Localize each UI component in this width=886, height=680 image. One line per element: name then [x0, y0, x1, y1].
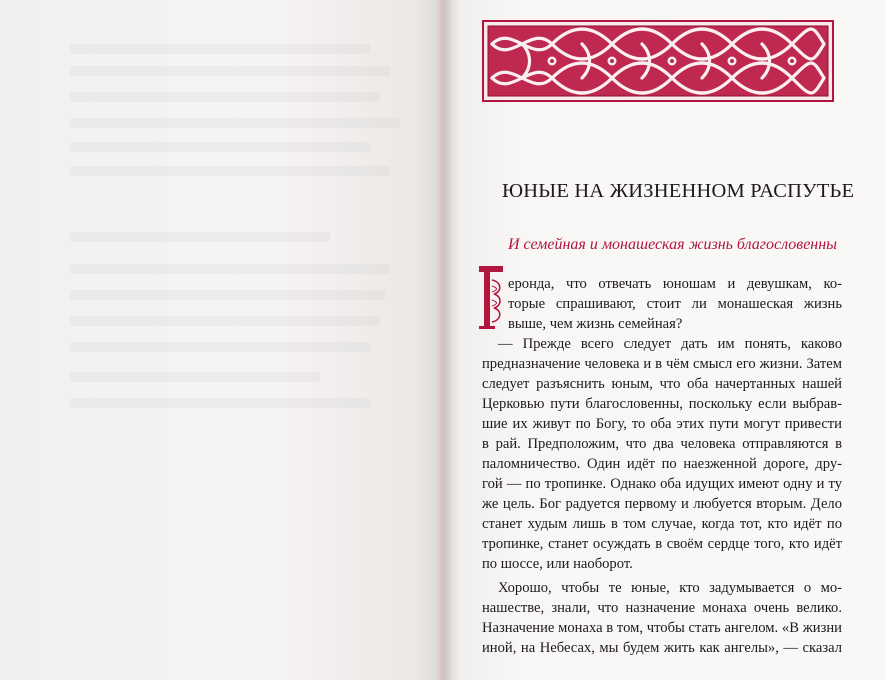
show-through-line	[70, 398, 370, 408]
body-line: в рай. Предположим, что два человека отправляются в	[482, 436, 842, 452]
drop-cap-letter: Г	[476, 262, 477, 263]
show-through-line	[70, 372, 320, 382]
body-line: станет худым лишь в том случае, когда тот, кто идёт по	[482, 516, 842, 532]
show-through-line	[70, 166, 390, 176]
section-title: И семейная и монашеская жизнь благословенны	[508, 236, 838, 253]
show-through-line	[70, 342, 370, 352]
body-line: торые спрашивают, стоит ли монашеская жизнь	[508, 296, 842, 312]
right-page	[460, 0, 886, 680]
body-line: Назначение монаха в том, чтобы стать ангелом. «В жизни	[482, 620, 842, 636]
show-through-line	[70, 290, 385, 300]
body-line: шие их живут по Богу, то оба этих пути могут привести	[482, 416, 842, 432]
body-line: еронда, что отвечать юношам и девушкам, ко-	[508, 276, 842, 292]
show-through-line	[70, 44, 370, 54]
body-line: предназначение человека и в чём смысл его жизни. Затем	[482, 356, 842, 372]
body-line: нашестве, знали, что назначение монаха очень велико.	[482, 600, 842, 616]
body-line: — Прежде всего следует дать им понять, каково	[498, 336, 842, 352]
body-line: Церковью пути благословенны, поскольку если выбрав-	[482, 396, 842, 412]
show-through-line	[70, 118, 400, 128]
drop-cap-ornament	[476, 262, 506, 334]
show-through-line	[70, 316, 380, 326]
show-through-line	[70, 142, 370, 152]
body-line: Хорошо, чтобы те юные, кто задумывается о мо-	[498, 580, 842, 596]
body-line: же цель. Бог радуется первому и любуется вторым. Дело	[482, 496, 842, 512]
body-line: следует разъяснить юным, что оба начертанных нашей	[482, 376, 842, 392]
body-line: иной, на Небесах, мы будем жить как ангелы», — сказал	[482, 640, 842, 656]
body-line: паломничество. Один идёт по наезженной дороге, дру-	[482, 456, 842, 472]
show-through-line	[70, 66, 390, 76]
show-through-line	[70, 232, 330, 242]
chapter-title: ЮНЫЕ НА ЖИЗНЕННОМ РАСПУТЬЕ	[502, 180, 855, 202]
show-through-line	[70, 92, 380, 102]
body-line: выше, чем жизнь семейная?	[508, 316, 683, 332]
body-line: тропинке, станет осуждать в своём сердце того, кто идёт	[482, 536, 842, 552]
body-line: по шоссе, или наоборот.	[482, 556, 633, 572]
show-through-line	[70, 264, 390, 274]
ornamental-headpiece	[482, 20, 834, 102]
body-line: гой — по тропинке. Однако оба идущих имеют одну и ту	[482, 476, 842, 492]
